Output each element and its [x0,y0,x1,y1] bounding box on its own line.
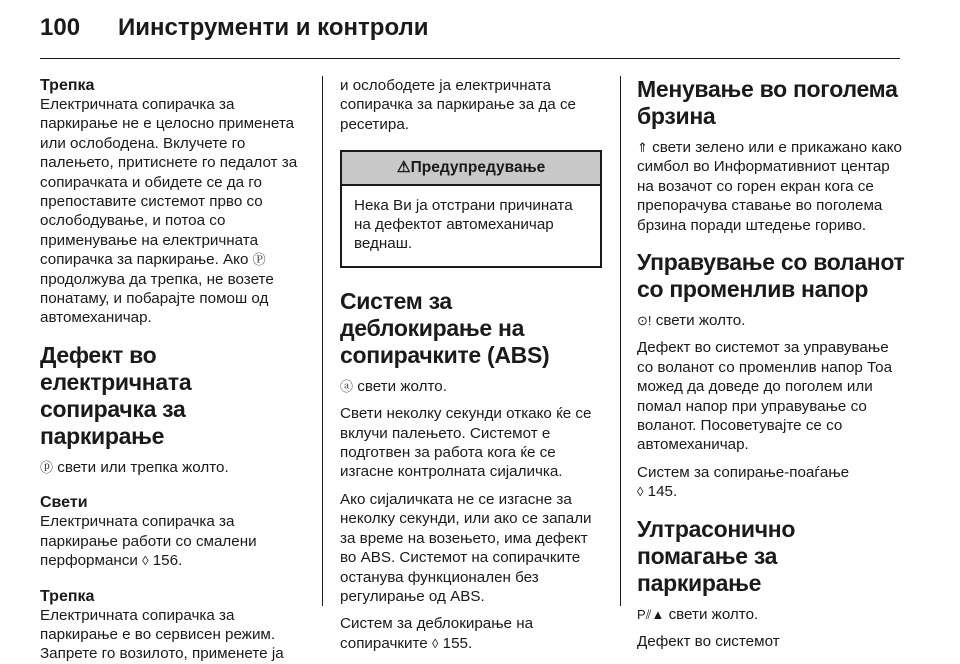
paragraph: Електричната сопирачка за паркирање не е целосно применета или ослободена. Вклучете го палењето, притиснете го педалот за сопирачката и обидете се да го препоставите системот прво со ослободување, и потоа со применување на електричната сопирачка за паркирање. Ако Ⓟ продолжува да трепка, не возете понатаму, и побарајте помош од автомеханичар. [40,96,298,327]
page-reference-icon: ◊ [637,484,644,500]
page-reference-icon: ◊ [431,635,439,651]
column-divider-2 [620,76,621,606]
upshift-icon: ⇑ [637,140,648,155]
section-heading-parking-assist: Ултрасонично помагање за паркирање [637,515,796,596]
subheading-flashing: Трепка [40,587,95,605]
abs-icon: ⓐ [340,378,354,394]
paragraph: Ако сијаличката не се изгасне за неколку секунди, или ако се запали за време на возењето, има дефект во ABS. Системот на сопирачките останува функционален без регулирање од ABS. [340,490,592,605]
section-heading-upshift: Менување во поголема брзина [637,76,898,129]
paragraph: Дефект во системот за управување со воланот со променлив напор Тоа можед да доведе до поголем или помал напор при управување со воланот. Посоветувајте се со автомеханичар. [637,339,893,454]
paragraph: ⊙! свети жолто. [637,312,746,330]
column-3 [637,76,905,652]
paragraph: Дефект во системот [637,633,780,651]
paragraph: и ослободете ја електричната сопирачка за паркирање за да се ресетира. [340,77,577,133]
paragraph: Систем за деблокирање на сопирачките ◊ 155. [340,615,534,652]
paragraph: Систем за сопирање-поаѓање [637,463,850,481]
warning-box [340,150,602,268]
paragraph: Свети неколку секунди откако ќе се вклучи палењето. Системот е подготвен за работа кога ќе се изгасне контролната сијаличка. [340,405,592,481]
paragraph: Електричната сопирачка за паркирање работи со смалени перформанси ◊ 156. [40,513,257,570]
parking-assist-icon: P⫽▲ [637,606,665,622]
section-heading-steering: Управување со воланот со променлив напор [637,249,905,303]
section-heading-epb-fault: Дефект во електричната сопирачка за паркирање [40,341,192,449]
paragraph: ◊ 145. [637,483,678,501]
paragraph: ⇑ свети зелено или е прикажано како симбол во Информативниот центар на возачот со горен екран кога се препорачува ставање во поголема брзина поради штедење гориво. [637,139,902,234]
warning-title: Предупредување [410,159,546,177]
column-2 [340,76,602,653]
page-title: Иинструменти и контроли [118,14,429,41]
warning-icon: ⚠ [396,159,411,177]
warning-header [342,152,600,185]
page-reference-icon: ◊ [142,553,149,569]
header-divider [40,58,900,59]
paragraph: ⓐ свети жолто. [340,377,447,395]
page-header [40,14,429,50]
parking-brake-fault-icon: ⓟ [40,459,54,475]
parking-brake-icon: Ⓟ [252,252,266,268]
column-1 [40,76,306,664]
subheading-flashing: Трепка [40,77,95,94]
steering-fault-icon: ⊙! [637,313,652,329]
column-divider-1 [322,76,323,606]
paragraph: ⓟ свети или трепка жолто. [40,458,229,476]
paragraph: P⫽▲ свети жолто. [637,605,759,623]
subheading-lit: Свети [40,494,88,512]
section-heading-abs: Систем за деблокирање на сопирачките (ABS) [340,287,550,368]
paragraph: Електричната сопирачка за паркирање е во сервисен режим. Запрете го возилото, применете ја [40,606,284,663]
warning-text: Нека Ви ја отстрани причината на дефектот автомеханичар веднаш. [354,196,573,253]
page-number: 100 [40,14,81,41]
